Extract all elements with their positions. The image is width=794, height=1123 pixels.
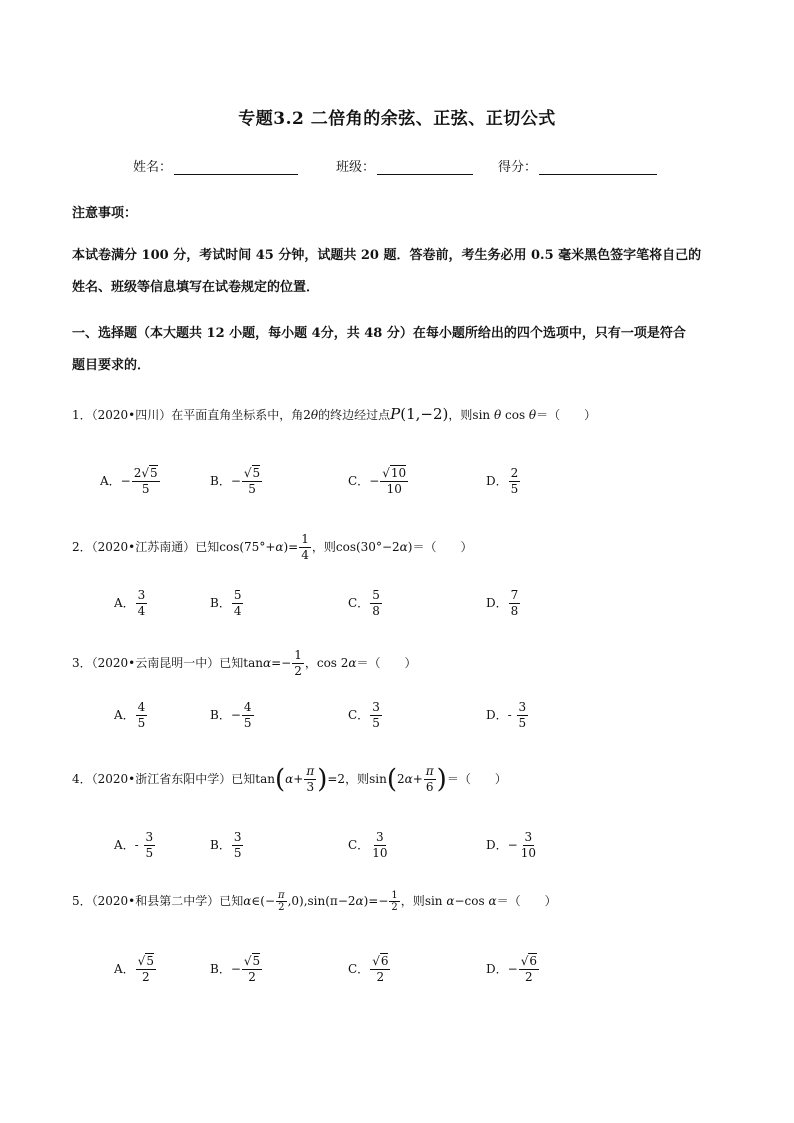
q2-option-c[interactable]: C． $\frac{5}{8}$ [348, 588, 380, 618]
math-fraction: $\frac{\pi}{2}$ [278, 890, 285, 913]
score-label: 得分： [498, 160, 538, 175]
math-fraction: $\frac{\pi}{3}$ [306, 764, 315, 794]
math-fraction: $\frac{1}{2}$ [391, 890, 398, 913]
option-label: C． [348, 962, 370, 976]
math: ,0),sin(π−2α)=− [287, 894, 389, 908]
q3-option-b[interactable]: B．− $\frac{4}{5}$ [210, 700, 252, 730]
q1-option-d[interactable]: D． $\frac{2}{5}$ [486, 466, 519, 496]
math: tanα=− [243, 656, 292, 670]
name-field [133, 156, 298, 175]
name-blank[interactable] [174, 160, 298, 175]
question-1-suffix: ＝（ ） [536, 408, 597, 422]
option-label: C． [348, 596, 370, 610]
q4-option-a[interactable]: A．- $\frac{3}{5}$ [114, 830, 154, 860]
option-label: A． [114, 962, 135, 976]
question-1-prefix: 1．（2020•四川）在平面直角坐标系中，角 [72, 408, 304, 422]
q3-option-c[interactable]: C． $\frac{3}{5}$ [348, 700, 380, 730]
question-4-mid1: ，则 [345, 772, 370, 786]
q5-option-b[interactable]: B．− √ $\frac{5}{2}$ [210, 954, 263, 985]
question-3-suffix: ＝（ ） [356, 656, 417, 670]
notice-line-1: 本试卷满分 100 分，考试时间 45 分钟，试题共 20 题．答卷前，考生务必用 0.5 毫米黑色签字笔将自己的 [72, 248, 702, 263]
math: ) [436, 764, 447, 795]
option-label: C． [348, 708, 370, 722]
math: cos(75°+α)= [219, 540, 299, 554]
question-2-mid1: ，则 [311, 540, 336, 554]
option-label: A． [114, 708, 135, 722]
q4-option-b[interactable]: B． $\frac{3}{5}$ [210, 830, 242, 860]
class-field [336, 156, 473, 175]
q2-option-a[interactable]: A． $\frac{3}{4}$ [114, 588, 146, 618]
question-4-prefix: 4．（2020•浙江省东阳中学）已知 [72, 772, 256, 786]
option-label: A． [114, 838, 135, 852]
notice-heading: 注意事项： [72, 206, 138, 221]
math: cos(30°−2α) [335, 540, 413, 554]
math: tan(α+ [255, 764, 304, 795]
question-4 [72, 764, 507, 795]
math: α∈(− [243, 894, 275, 908]
question-3-prefix: 3．（2020•云南昆明一中）已知 [72, 656, 244, 670]
q2-option-b[interactable]: B． $\frac{5}{4}$ [210, 588, 242, 618]
question-5-prefix: 5．（2020•和县第二中学）已知 [72, 894, 244, 908]
q1-option-a[interactable]: A．− $\frac{2√ 5}{5}$ [100, 466, 161, 497]
q4-option-c[interactable]: C． $\frac{3}{10}$ [348, 830, 388, 860]
q5-option-a[interactable]: A． √ $\frac{5}{2}$ [114, 954, 157, 985]
option-label: C． [348, 474, 370, 488]
math: P(1,−2) [390, 405, 449, 423]
option-label: B． [210, 708, 231, 722]
option-label: A． [100, 474, 121, 488]
q2-option-d[interactable]: D． $\frac{7}{8}$ [486, 588, 519, 618]
option-label: B． [210, 474, 231, 488]
question-1-mid1: 的终边经过点 [318, 408, 391, 422]
name-label: 姓名： [133, 160, 173, 175]
score-field [498, 156, 657, 175]
question-5 [72, 890, 557, 913]
option-label: B． [210, 962, 231, 976]
q3-option-a[interactable]: A． $\frac{4}{5}$ [114, 700, 146, 730]
q1-option-c[interactable]: C．− √ $\frac{10}{10}$ [348, 466, 409, 497]
class-label: 班级： [336, 160, 376, 175]
q5-option-d[interactable]: D．− √ $\frac{6}{2}$ [486, 954, 540, 985]
math-fraction: $\frac{\pi}{6}$ [425, 764, 434, 794]
question-5-suffix: ＝（ ） [496, 894, 557, 908]
question-3 [72, 648, 417, 679]
option-label: D． [486, 838, 508, 852]
option-label: B． [210, 838, 231, 852]
question-2-suffix: ＝（ ） [412, 540, 473, 554]
option-label: B． [210, 596, 231, 610]
math: cos 2α [316, 656, 357, 670]
math-fraction: $\frac{1}{4}$ [301, 532, 309, 562]
option-label: D． [486, 962, 508, 976]
option-label: C． [348, 838, 370, 852]
q4-option-d[interactable]: D．− $\frac{3}{10}$ [486, 830, 536, 860]
question-1-mid2: ，则 [448, 408, 473, 422]
score-blank[interactable] [539, 160, 657, 175]
math-fraction: $\frac{1}{2}$ [294, 648, 302, 678]
question-3-mid1: ， [304, 656, 317, 670]
option-label: D． [486, 708, 508, 722]
option-label: D． [486, 596, 508, 610]
q5-option-c[interactable]: C． √ $\frac{6}{2}$ [348, 954, 391, 985]
question-1 [72, 405, 596, 423]
notice-line-2: 姓名、班级等信息填写在试卷规定的位置． [72, 280, 320, 295]
question-4-suffix: ＝（ ） [446, 772, 507, 786]
math: sin(2α+ [369, 764, 423, 795]
math: )=2 [317, 764, 346, 795]
page-title: 专题3.2 二倍角的余弦、正弦、正切公式 [238, 109, 556, 129]
q3-option-d[interactable]: D．- $\frac{3}{5}$ [486, 700, 527, 730]
math: sin α−cos α [424, 894, 497, 908]
q1-option-b[interactable]: B．− √ $\frac{5}{5}$ [210, 466, 263, 497]
math: sin θ cos θ [472, 408, 537, 422]
option-label: D． [486, 474, 508, 488]
question-5-mid1: ，则 [400, 894, 425, 908]
class-blank[interactable] [377, 160, 473, 175]
option-label: A． [114, 596, 135, 610]
section-line-1: 一、选择题（本大题共 12 小题，每小题 4分，共 48 分）在每小题所给出的四个选项中，只有一项是符合 [72, 326, 686, 341]
question-2 [72, 532, 472, 563]
math: 2θ [303, 408, 319, 422]
question-2-prefix: 2．（2020•江苏南通）已知 [72, 540, 220, 554]
section-line-2: 题目要求的． [72, 358, 151, 373]
